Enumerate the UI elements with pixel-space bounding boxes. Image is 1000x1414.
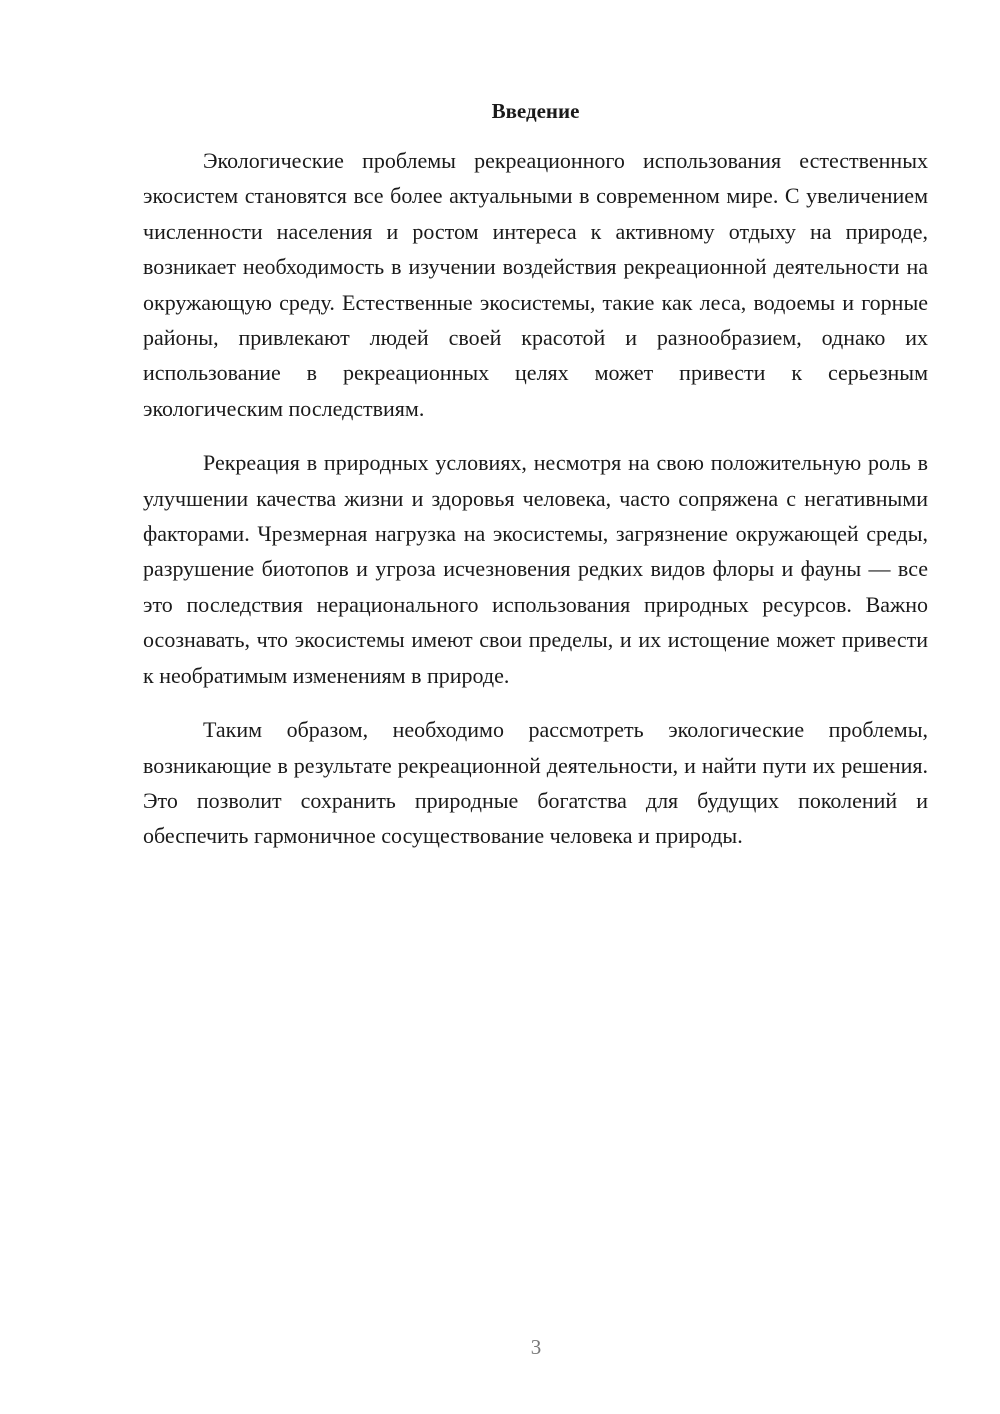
paragraph-3: Таким образом, необходимо рассмотреть экологические проблемы, возникающие в результате рекреационной деятельности, и найти пути их решения. Это позволит сохранить природные богатства для будущих поколений и обеспечить гармоничное сосуществование человека и природы. (143, 717, 928, 849)
body-text (143, 143, 928, 854)
paragraph-2: Рекреация в природных условиях, несмотря на свою положительную роль в улучшении качества жизни и здоровья человека, часто сопряжена с негативными факторами. Чрезмерная нагрузка на экосистемы, загрязнение окружающей среды, разрушение биотопов и угроза исчезновения редких видов флоры и фауны — все это последствия нерационального использования природных ресурсов. Важно осознавать, что экосистемы имеют свои пределы, и их истощение может привести к необратимым изменениям в природе. (143, 450, 928, 688)
page-title: Введение (491, 99, 580, 123)
paragraph-1: Экологические проблемы рекреационного использования естественных экосистем становятся все более актуальными в современном мире. С увеличением численности населения и ростом интереса к активному отдыху на природе, возникает необходимость в изучении воздействия рекреационной деятельности на окружающую среду. Естественные экосистемы, такие как леса, водоемы и горные районы, привлекают людей своей красотой и разнообразием, однако их использование в рекреационных целях может привести к серьезным экологическим последствиям. (143, 148, 928, 421)
page-number: 3 (530, 1335, 542, 1359)
